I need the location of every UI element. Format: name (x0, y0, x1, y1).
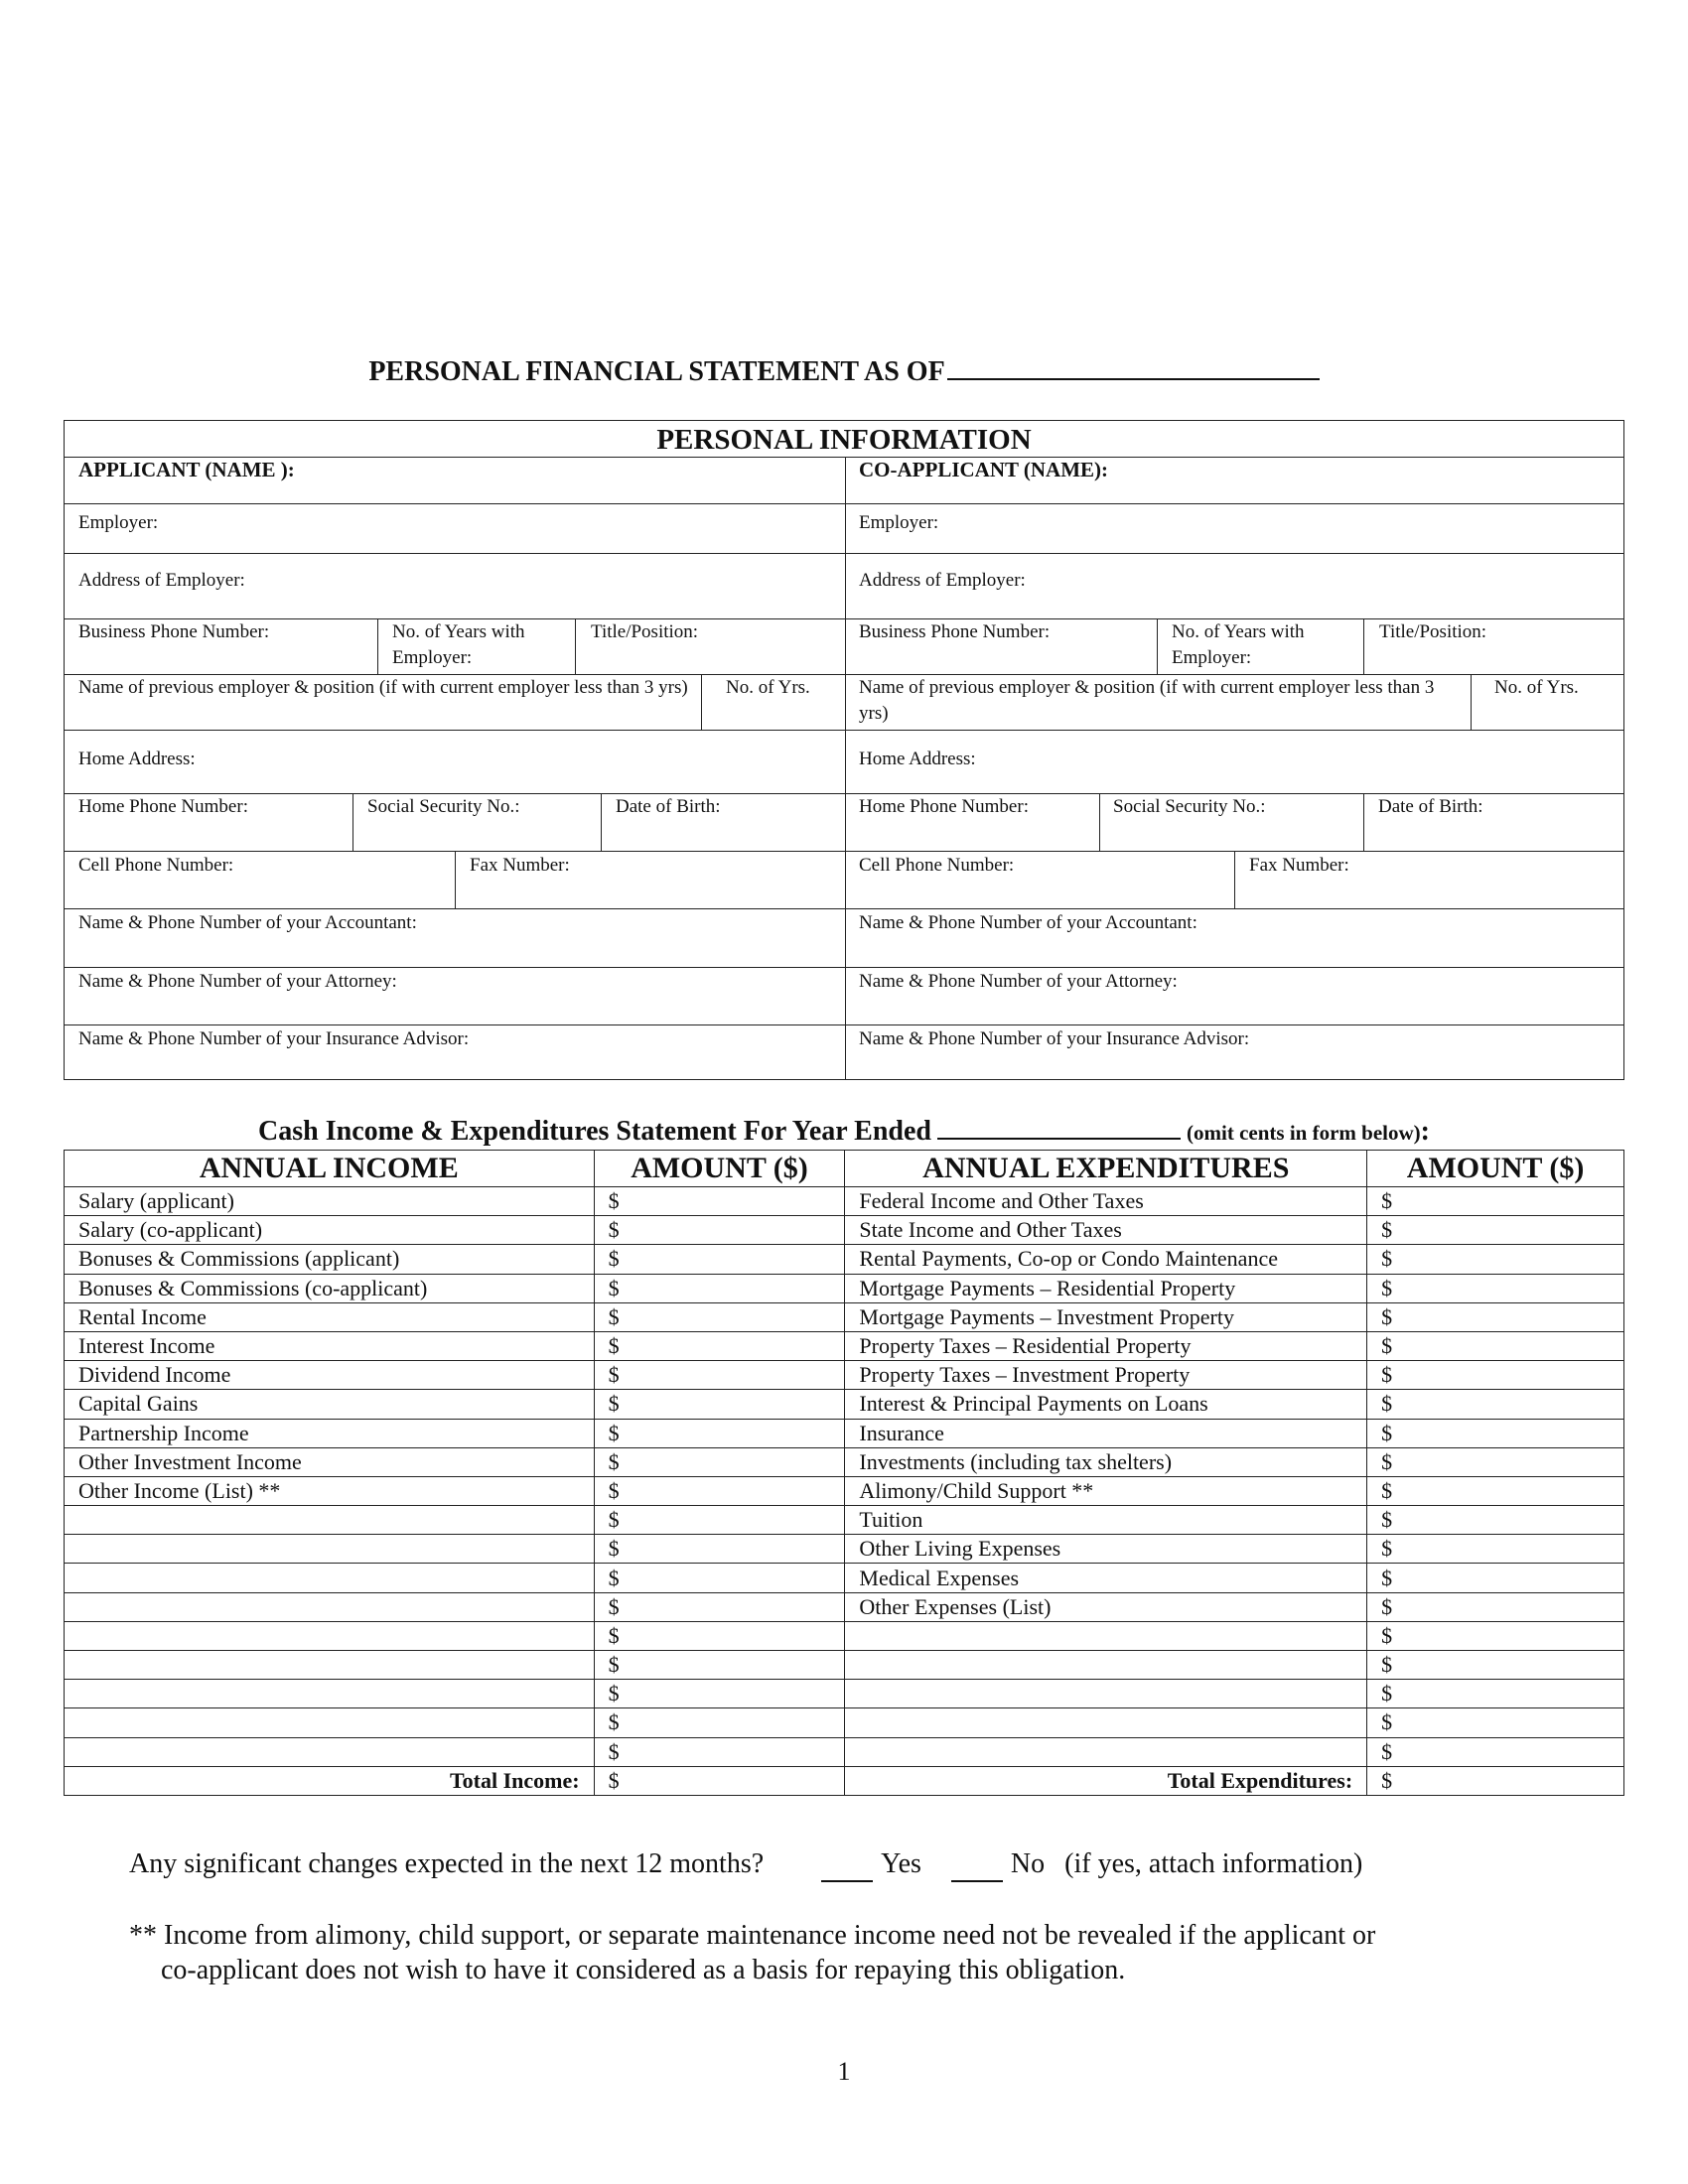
expenditure-amount-field[interactable]: $ (1367, 1680, 1624, 1708)
income-label: Other Investment Income (65, 1447, 595, 1476)
expenditure-amount-field[interactable]: $ (1367, 1390, 1624, 1419)
applicant-business-phone-label: Business Phone Number: (78, 621, 270, 642)
personal-information-header: PERSONAL INFORMATION (656, 424, 1032, 456)
expenditure-label: Federal Income and Other Taxes (845, 1187, 1367, 1216)
co-applicant-employer-address-label: Address of Employer: (859, 570, 1026, 591)
table-row (65, 1708, 1624, 1737)
co-applicant-ssn-label: Social Security No.: (1113, 796, 1266, 817)
income-label: Interest Income (65, 1331, 595, 1360)
co-applicant-fax-label: Fax Number: (1249, 855, 1349, 876)
income-amount-field[interactable]: $ (594, 1564, 845, 1592)
expenditure-amount-field[interactable]: $ (1367, 1187, 1624, 1216)
total-income-label: Total Income: (65, 1766, 595, 1795)
expenditure-amount-field[interactable]: $ (1367, 1592, 1624, 1621)
footnote: ** Income from alimony, child support, or separate maintenance income need not be revealed if the applicant or co-applicant does not wish to have it considered as a basis for repaying this obligation. (129, 1920, 1376, 1985)
co-applicant-previous-employer-label: Name of previous employer & position (if with current employer less than 3 yrs) (859, 677, 1435, 724)
table-row (65, 1476, 1624, 1505)
expenditure-label: Property Taxes – Residential Property (845, 1331, 1367, 1360)
expenditure-amount-header: AMOUNT ($) (1367, 1151, 1624, 1187)
income-label: Rental Income (65, 1302, 595, 1331)
income-amount-field[interactable]: $ (594, 1274, 845, 1302)
no-label: No (1010, 1848, 1046, 1879)
expenditure-amount-field[interactable]: $ (1367, 1737, 1624, 1766)
income-amount-field[interactable]: $ (594, 1447, 845, 1476)
income-amount-header: AMOUNT ($) (594, 1151, 845, 1187)
table-row (65, 1592, 1624, 1621)
income-amount-field[interactable]: $ (594, 1651, 845, 1680)
income-label[interactable] (65, 1592, 595, 1621)
applicant-fax-label: Fax Number: (470, 855, 570, 876)
expenditure-amount-field[interactable]: $ (1367, 1476, 1624, 1505)
expenditure-label: Interest & Principal Payments on Loans (845, 1390, 1367, 1419)
expenditure-label: Alimony/Child Support ** (845, 1476, 1367, 1505)
income-label: Bonuses & Commissions (co-applicant) (65, 1274, 595, 1302)
expenditure-label[interactable] (845, 1708, 1367, 1737)
applicant-previous-employer-label: Name of previous employer & position (if with current employer less than 3 yrs) (78, 677, 688, 698)
income-amount-field[interactable]: $ (594, 1390, 845, 1419)
income-amount-field[interactable]: $ (594, 1592, 845, 1621)
total-income-field[interactable]: $ (594, 1766, 845, 1795)
expenditure-label: Rental Payments, Co-op or Condo Maintenance (845, 1245, 1367, 1274)
table-row (65, 1245, 1624, 1274)
table-row (65, 1506, 1624, 1535)
yes-blank[interactable] (821, 1848, 873, 1882)
applicant-attorney-label: Name & Phone Number of your Attorney: (78, 971, 397, 992)
changes-note: (if yes, attach information) (1064, 1848, 1363, 1879)
annual-expenditures-header: ANNUAL EXPENDITURES (845, 1151, 1367, 1187)
expenditure-label: Mortgage Payments – Residential Property (845, 1274, 1367, 1302)
co-applicant-name-label: CO-APPLICANT (NAME): (859, 458, 1109, 481)
table-row (65, 1651, 1624, 1680)
expenditure-label: Property Taxes – Investment Property (845, 1361, 1367, 1390)
expenditure-label: Insurance (845, 1419, 1367, 1447)
expenditure-amount-field[interactable]: $ (1367, 1274, 1624, 1302)
income-label[interactable] (65, 1564, 595, 1592)
table-row (65, 1361, 1624, 1390)
expenditure-label: Other Expenses (List) (845, 1592, 1367, 1621)
income-label: Bonuses & Commissions (applicant) (65, 1245, 595, 1274)
table-header-row (65, 1151, 1624, 1187)
income-label: Partnership Income (65, 1419, 595, 1447)
income-amount-field[interactable]: $ (594, 1216, 845, 1245)
co-applicant-no-of-yrs-label: No. of Yrs. (1494, 677, 1579, 698)
income-label: Capital Gains (65, 1390, 595, 1419)
expenditure-label[interactable] (845, 1680, 1367, 1708)
co-applicant-insurance-advisor-label: Name & Phone Number of your Insurance Advisor: (859, 1028, 1250, 1049)
expenditure-label: Investments (including tax shelters) (845, 1447, 1367, 1476)
expenditure-amount-field[interactable]: $ (1367, 1331, 1624, 1360)
expenditure-amount-field[interactable]: $ (1367, 1621, 1624, 1650)
applicant-home-address-label: Home Address: (78, 749, 196, 769)
expenditure-label: Other Living Expenses (845, 1535, 1367, 1564)
income-label[interactable] (65, 1737, 595, 1766)
table-row (65, 1302, 1624, 1331)
expenditure-amount-field[interactable]: $ (1367, 1651, 1624, 1680)
applicant-insurance-advisor-label: Name & Phone Number of your Insurance Advisor: (78, 1028, 470, 1049)
co-applicant-attorney-label: Name & Phone Number of your Attorney: (859, 971, 1178, 992)
expenditure-label: Mortgage Payments – Investment Property (845, 1302, 1367, 1331)
annual-income-header: ANNUAL INCOME (65, 1151, 595, 1187)
co-applicant-dob-label: Date of Birth: (1378, 796, 1483, 817)
income-label[interactable] (65, 1535, 595, 1564)
applicant-dob-label: Date of Birth: (616, 796, 721, 817)
table-row (65, 1216, 1624, 1245)
applicant-employer-label: Employer: (78, 512, 159, 533)
as-of-date-field[interactable] (947, 352, 1320, 380)
income-label: Salary (co-applicant) (65, 1216, 595, 1245)
significant-changes-question: Any significant changes expected in the next 12 months? Yes No (if yes, attach information) (129, 1848, 1362, 1882)
income-amount-field[interactable]: $ (594, 1535, 845, 1564)
income-label[interactable] (65, 1621, 595, 1650)
applicant-home-phone-label: Home Phone Number: (78, 796, 248, 817)
page-number: 1 (837, 2057, 851, 2086)
expenditure-label: Tuition (845, 1506, 1367, 1535)
applicant-cell-phone-label: Cell Phone Number: (78, 855, 234, 876)
no-blank[interactable] (951, 1848, 1003, 1882)
co-applicant-home-address-label: Home Address: (859, 749, 976, 769)
expenditure-amount-field[interactable]: $ (1367, 1419, 1624, 1447)
table-row (65, 1187, 1624, 1216)
table-row (65, 1564, 1624, 1592)
income-amount-field[interactable]: $ (594, 1476, 845, 1505)
co-applicant-employer-label: Employer: (859, 512, 939, 533)
table-row (65, 1447, 1624, 1476)
income-amount-field[interactable]: $ (594, 1361, 845, 1390)
expenditure-amount-field[interactable]: $ (1367, 1361, 1624, 1390)
expenditure-amount-field[interactable]: $ (1367, 1506, 1624, 1535)
applicant-years-with-employer-label: No. of Years with Employer: (392, 621, 525, 668)
yes-label: Yes (881, 1848, 921, 1879)
income-label[interactable] (65, 1651, 595, 1680)
year-ended-field[interactable] (937, 1114, 1181, 1140)
income-amount-field[interactable]: $ (594, 1302, 845, 1331)
table-row (65, 1621, 1624, 1650)
income-label[interactable] (65, 1506, 595, 1535)
total-expenditures-field[interactable]: $ (1367, 1766, 1624, 1795)
expenditure-amount-field[interactable]: $ (1367, 1535, 1624, 1564)
table-row (65, 1680, 1624, 1708)
income-amount-field[interactable]: $ (594, 1621, 845, 1650)
income-amount-field[interactable]: $ (594, 1737, 845, 1766)
applicant-employer-address-label: Address of Employer: (78, 570, 245, 591)
expenditure-label[interactable] (845, 1621, 1367, 1650)
applicant-ssn-label: Social Security No.: (367, 796, 520, 817)
income-label[interactable] (65, 1708, 595, 1737)
table-row (65, 1737, 1624, 1766)
expenditure-amount-field[interactable]: $ (1367, 1564, 1624, 1592)
income-amount-field[interactable]: $ (594, 1419, 845, 1447)
table-row (65, 1535, 1624, 1564)
income-amount-field[interactable]: $ (594, 1680, 845, 1708)
expenditure-amount-field[interactable]: $ (1367, 1302, 1624, 1331)
income-amount-field[interactable]: $ (594, 1245, 845, 1274)
applicant-no-of-yrs-label: No. of Yrs. (726, 677, 810, 698)
income-amount-field[interactable]: $ (594, 1708, 845, 1737)
table-row (65, 1274, 1624, 1302)
income-label: Other Income (List) ** (65, 1476, 595, 1505)
income-label: Dividend Income (65, 1361, 595, 1390)
page-title: PERSONAL FINANCIAL STATEMENT AS OF (0, 352, 1688, 388)
expenditure-amount-field[interactable]: $ (1367, 1447, 1624, 1476)
expenditure-label: State Income and Other Taxes (845, 1216, 1367, 1245)
expenditure-amount-field[interactable]: $ (1367, 1245, 1624, 1274)
co-applicant-accountant-label: Name & Phone Number of your Accountant: (859, 912, 1197, 933)
income-amount-field[interactable]: $ (594, 1506, 845, 1535)
applicant-accountant-label: Name & Phone Number of your Accountant: (78, 912, 417, 933)
expenditure-label[interactable] (845, 1737, 1367, 1766)
income-expenditures-table (64, 1150, 1624, 1796)
co-applicant-years-with-employer-label: No. of Years with Employer: (1172, 621, 1305, 668)
co-applicant-business-phone-label: Business Phone Number: (859, 621, 1051, 642)
income-amount-field[interactable]: $ (594, 1187, 845, 1216)
total-expenditures-label: Total Expenditures: (845, 1766, 1367, 1795)
table-row (65, 1419, 1624, 1447)
co-applicant-title-position-label: Title/Position: (1379, 621, 1487, 642)
income-label: Salary (applicant) (65, 1187, 595, 1216)
applicant-name-label: APPLICANT (NAME ): (78, 458, 295, 481)
expenditure-label[interactable] (845, 1651, 1367, 1680)
personal-information-section (64, 420, 1624, 1080)
income-label[interactable] (65, 1680, 595, 1708)
totals-row (65, 1766, 1624, 1795)
cash-statement-title: Cash Income & Expenditures Statement For Year Ended (omit cents in form below): (258, 1116, 1430, 1147)
expenditure-label: Medical Expenses (845, 1564, 1367, 1592)
applicant-title-position-label: Title/Position: (591, 621, 699, 642)
co-applicant-home-phone-label: Home Phone Number: (859, 796, 1029, 817)
co-applicant-cell-phone-label: Cell Phone Number: (859, 855, 1015, 876)
table-row (65, 1331, 1624, 1360)
expenditure-amount-field[interactable]: $ (1367, 1708, 1624, 1737)
table-row (65, 1390, 1624, 1419)
income-amount-field[interactable]: $ (594, 1331, 845, 1360)
expenditure-amount-field[interactable]: $ (1367, 1216, 1624, 1245)
